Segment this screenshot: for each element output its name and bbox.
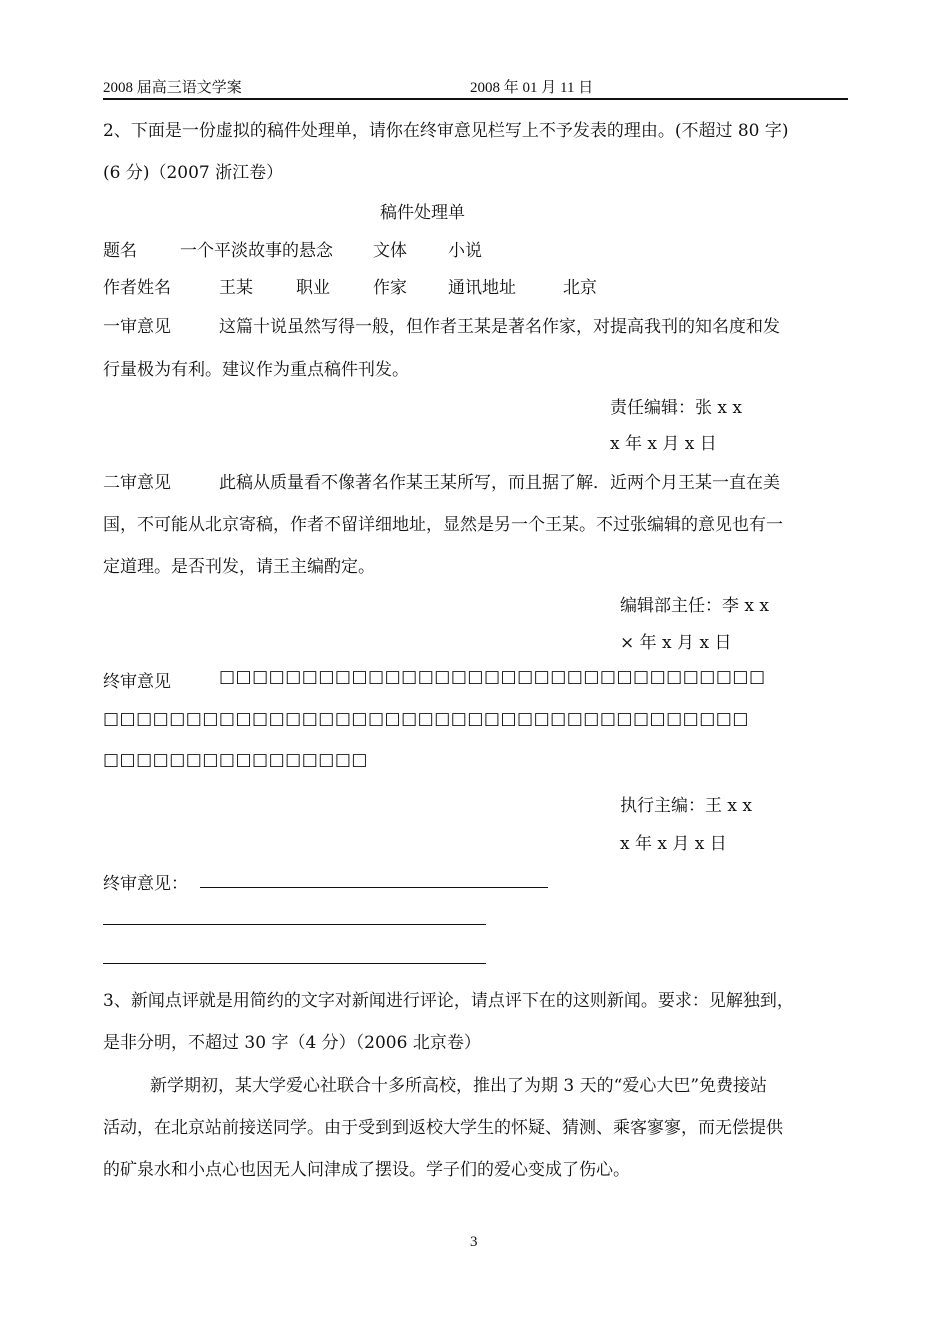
- answer-line-2[interactable]: [103, 924, 486, 925]
- second-review-line3: 定道理。是否刊发，请王主编酌定。: [103, 557, 375, 577]
- second-review-line1: 此稿从质量看不像著名作某王某所写，而且据了解．近两个月王某一直在美: [219, 473, 780, 493]
- news-paragraph-line3: 的矿泉水和小点心也因无人问津成了摆设。学子们的爱心变成了伤心。: [103, 1160, 630, 1180]
- second-review-signature: 编辑部主任：李 x x: [620, 596, 769, 616]
- final-review-label: 终审意见: [103, 672, 171, 692]
- answer-line-3[interactable]: [103, 963, 486, 964]
- page-number: 3: [470, 1234, 478, 1250]
- second-review-date: × 年 x 月 x 日: [620, 633, 732, 653]
- second-review-line2: 国，不可能从北京寄稿，作者不留详细地址，显然是另一个王某。不过张编辑的意见也有一: [103, 515, 783, 535]
- final-review-boxes-line1: □□□□□□□□□□□□□□□□□□□□□□□□□□□□□□□□□: [219, 667, 766, 687]
- final-review-boxes-line2: □□□□□□□□□□□□□□□□□□□□□□□□□□□□□□□□□□□□□□□: [103, 709, 749, 729]
- first-review-label: 一审意见: [103, 317, 171, 337]
- header-date: 2008 年 01 月 11 日: [470, 80, 594, 96]
- author-label: 作者姓名: [103, 278, 171, 298]
- job-value: 作家: [373, 278, 407, 298]
- final-review-boxes-line3: □□□□□□□□□□□□□□□□: [103, 750, 368, 770]
- job-label: 职业: [296, 278, 330, 298]
- title-value: 一个平淡故事的悬念: [180, 241, 333, 261]
- author-name: 王某: [219, 278, 253, 298]
- first-review-date: x 年 x 月 x 日: [610, 434, 717, 454]
- second-review-label: 二审意见: [103, 473, 171, 493]
- address-label: 通讯地址: [448, 278, 516, 298]
- q2-prompt-line2: (6 分)（2007 浙江卷）: [103, 163, 284, 183]
- answer-label: 终审意见：: [103, 874, 188, 894]
- header-rule: [103, 98, 848, 100]
- q2-prompt-line1: 2、下面是一份虚拟的稿件处理单，请你在终审意见栏写上不予发表的理由。(不超过 80 字): [103, 121, 789, 141]
- q3-prompt-line1: 3、新闻点评就是用简约的文字对新闻进行评论，请点评下在的这则新闻。要求：见解独到，: [103, 991, 794, 1011]
- first-review-line1: 这篇十说虽然写得一般，但作者王某是著名作家，对提高我刊的知名度和发: [219, 317, 780, 337]
- genre-label: 文体: [373, 241, 407, 261]
- address-value: 北京: [563, 278, 597, 298]
- title-label: 题名: [103, 241, 137, 261]
- final-review-signature: 执行主编：王 x x: [620, 796, 752, 816]
- q3-prompt-line2: 是非分明，不超过 30 字（4 分）（2006 北京卷）: [103, 1033, 481, 1053]
- genre-value: 小说: [448, 241, 482, 261]
- final-review-date: x 年 x 月 x 日: [620, 834, 727, 854]
- first-review-line2: 行量极为有利。建议作为重点稿件刊发。: [103, 360, 409, 380]
- first-review-signature: 责任编辑：张 x x: [610, 398, 742, 418]
- header-course: 2008 届高三语文学案: [103, 80, 242, 96]
- news-paragraph-line2: 活动，在北京站前接送同学。由于受到到返校大学生的怀疑、猜测、乘客寥寥，而无偿提供: [103, 1118, 783, 1138]
- news-paragraph-line1: 新学期初，某大学爱心社联合十多所高校，推出了为期 3 天的“爱心大巴”免费接站: [150, 1076, 768, 1096]
- form-title: 稿件处理单: [380, 203, 465, 223]
- answer-line-1[interactable]: [200, 887, 548, 888]
